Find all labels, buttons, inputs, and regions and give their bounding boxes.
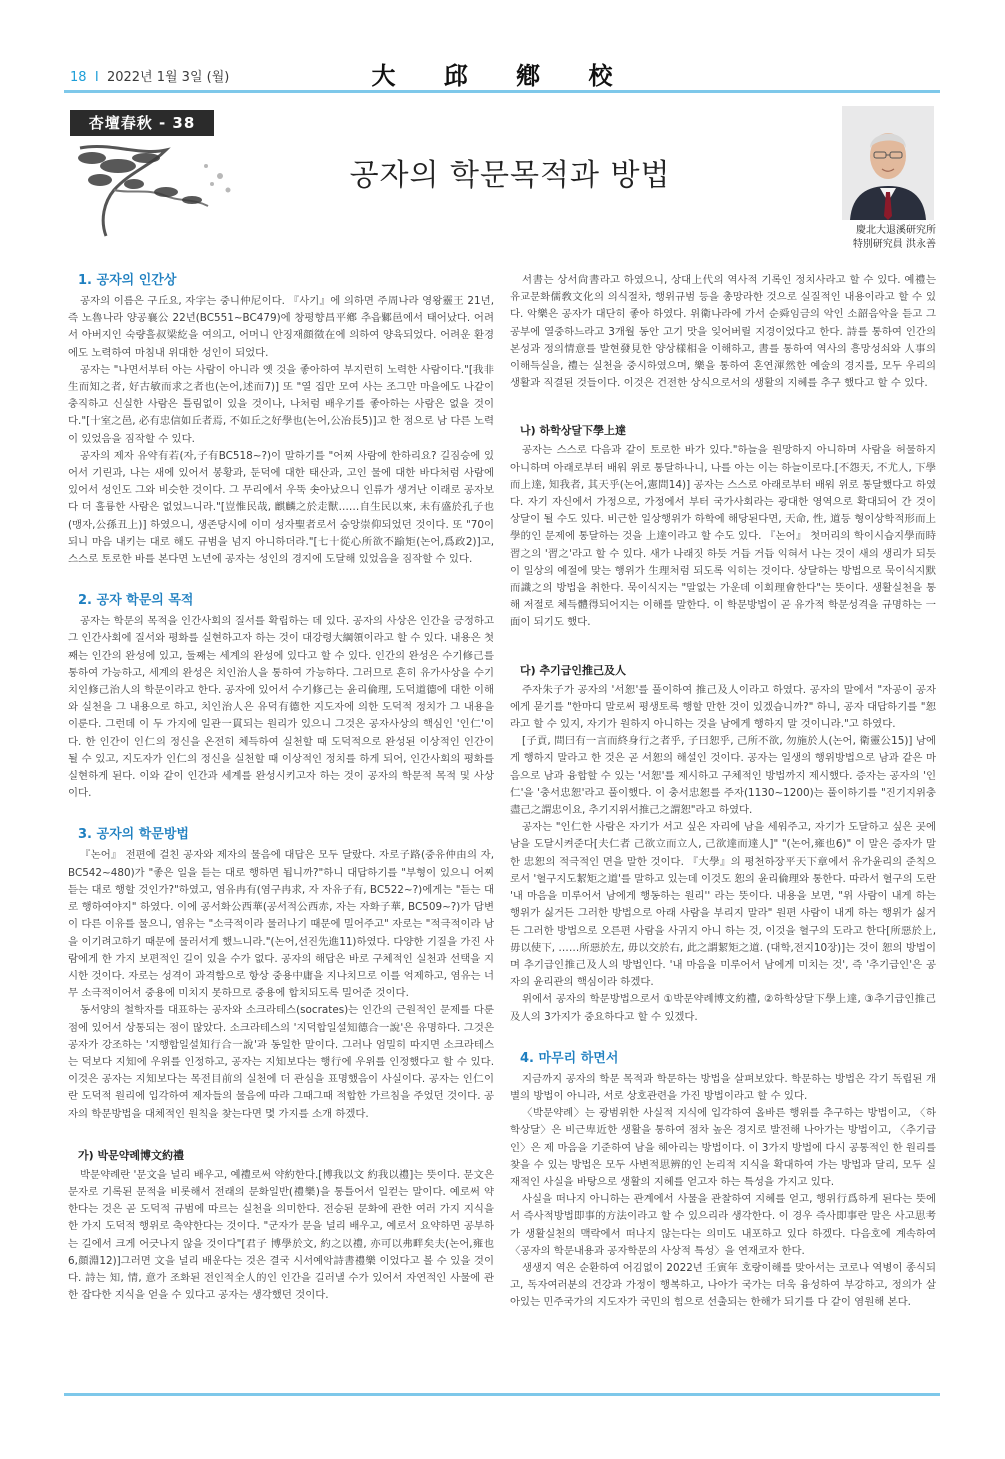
section-heading: 3. 공자의 학문방법 <box>78 827 189 843</box>
paragraph: [子貢, 問曰有一言而終身行之者乎, 子曰恕乎, 己所不欲, 勿施於人(논어, 衛靈公15)] 남에게 행하지 말라고 한 것은 곧 서恕의 해설인 것이다. 공자는 일생의 행위방법으로 남과 같은 마음으로 남과 융합할 수 있는 '서恕'를 제시하고 구체적인 방법까지 제시했다. 증자는 공자의 '인仁'을 '충서忠恕'라고 풀이했다. 이 충서忠恕를 주자(1130~1200)는 풀이하기를 "진기지위충盡己之謂忠이요, 추기지위서推己之謂恕"라고 하였다. <box>510 735 936 817</box>
paragraph: 서書는 상서尙書라고 하였으니, 상대上代의 역사적 기록인 정치사라고 할 수 있다. 예禮는 유교문화儒敎文化의 의식절차, 행위규범 등을 총망라한 것으로 실질적인 내용이라고 할 수 있다. 악樂은 공자가 대단히 좋아 하였다. 위衛나라에 가서 순舜임금의 악인 소韶음악을 듣고 그 공부에 열중하느라고 3개월 동안 고기 맛을 잊어버릴 지경이었다고 한다. 詩를 통하여 인간의 본성과 정의情意를 발현發見한 양상樣相을 이해하고, 書를 통하여 역사의 흥망성쇠와 人事의 이해득실을, 禮는 실천을 중시하였으며, 樂을 통하여 혼연渾然한 예술의 경지를, 모두 우리의 생활과 직결된 것들이다. 이것은 건전한 상식으로서의 생활의 지혜를 추구 했다고 할 수 있다. <box>510 274 936 390</box>
subsection-heading: 나) 하학상달下學上達 <box>520 424 626 438</box>
series-tag: 杏壇春秋 - 38 <box>70 110 214 136</box>
author-photo <box>842 106 934 220</box>
author-organization: 慶北大退溪研究所 <box>856 225 936 236</box>
masthead: 大 邱 鄕 校 <box>371 61 633 90</box>
footer-rule <box>64 1393 940 1396</box>
paragraph: 『논어』 전편에 걸친 공자와 제자의 물음에 대답은 모두 달랐다. 자로子路(중유仲由의 자, BC542~480)가 "좋은 일을 듣는 대로 행하면 됩니까?"하니 대답하기를 "부형이 있으니 어찌 듣는 대로 행할 것인가?"하였고, 염유冉有(염구冉求, 자 자유子有, BC522~?)에게는 "듣는 대로 행하여야지" 하였다. 이에 공서화公西華(공서적公西赤, 자는 자화子華, BC509~?)가 답변이 다른 이유를 물으니, 염유는 "소극적이라 물러나기 때문에 밀어주고" 자로는 "적극적이라 남을 이기려고하기 때문에 물러서게 했느니라."(논어,선진先進11)하였다. 다양한 기질을 가진 사람에게 한 가지 보편적인 길이 있을 수가 없다. 공자의 해답은 바로 구체적인 실천과 선택을 지시한 것이다. 자로는 성격이 과격함으로 항상 중용中庸을 지나치므로 이를 억제하고, 염유는 너무 소극적이어서 중용에 미치지 못하므로 중용에 합치되도록 밀어준 것이다. <box>68 849 494 1000</box>
section-heading: 1. 공자의 인간상 <box>78 273 177 288</box>
paragraph: 공자는 스스로 다음과 같이 토로한 바가 있다."하늘을 원망하지 아니하며 사람을 허물하지 아니하며 아래로부터 배워 위로 통달하나니, 나를 아는 이는 하늘이로다.[不怨天, 不尤人, 下學而上達, 知我者, 其天乎(논어,憲問14)] 공자는 스스로 아래로부터 배워 위로 통달했다고 하였다. 자기 자신에서 가정으로, 가정에서 부터 국가사회라는 광대한 영역으로 확대되어 간 것이 상달이 될 수도 있다. 비근한 일상행위가 하학에 해당된다면, 天命, 性, 道등 형이상학적形而上學的인 문제에 통달하는 것을 上達이라고 할 수도 있다. 『논어』 첫머리의 학이시습지學而時習之의 '習之'라고 할 수 있다. 새가 나래짓 하듯 거듭 거듭 익혀서 나는 것이 새의 생리가 되듯이 일상의 예절에 맞는 행위가 生理처럼 되도록 익히는 것이다. 상달하는 방법으로 묵이식지默而識之의 방법을 취한다. 묵이식지는 "말없는 가운데 이회理會한다"는 뜻이다. 생활실천을 통해 저절로 체득體得되어지는 이해를 말한다. 이 학문방법이 곧 유가적 학문성격을 규명하는 一面이 되기도 했다. <box>510 444 936 629</box>
page-header <box>64 52 940 88</box>
article-headline: 공자의 학문목적과 방법 <box>349 158 671 193</box>
article-column-left <box>68 272 494 1304</box>
header-rule <box>64 90 940 93</box>
paragraph: 동서양의 철학자를 대표하는 공자와 소크라테스(socrates)는 인간의 근원적인 문제를 다룬 점에 있어서 상통되는 점이 많았다. 소크라테스의 '지덕합일설知德合一說'은 유명하다. 그것은 공자가 강조하는 '지행합일설知行合一說'과 동일한 말이다. 그러나 엄밀히 따지면 소크라테스는 덕보다 지知에 우위를 인정하고, 공자는 지知보다는 행行에 우위를 인정했다고 할 수 있다. 이것은 공자는 지知보다는 목전目前의 실천에 더 관심을 표명했음이 사실이다. 공자는 인仁이란 도덕적 원리에 입각하여 제자들의 물음에 따라 그때그때 적합한 가르침을 주었던 것이다. 공자의 학문방법을 대체적인 원칙을 찾는다면 몇 가지를 소개 하겠다. <box>68 1004 494 1120</box>
section-heading: 4. 마무리 하면서 <box>520 1050 619 1066</box>
subsection-heading: 다) 추기급인推己及人 <box>520 663 626 677</box>
paragraph: 위에서 공자의 학문방법으로서 ①박문약례博文約禮, ②하학상달下學上達, ③추기급인推己及人의 3가지가 중요하다고 할 수 있겠다. <box>510 993 936 1023</box>
paragraph: 주자朱子가 공자의 '서恕'를 풀이하여 推己及人이라고 하였다. 공자의 말에서 "자공이 공자에게 묻기를 "한마디 말로써 평생토록 행할 만한 것이 있겠습니까?" 하니, 공자 대답하기를 "恕라고 할 수 있지, 자기가 원하지 아니하는 것을 남에게 행하지 말 것이니라."고 하였다. <box>510 683 936 731</box>
paragraph: 공자는 학문의 목적을 인간사회의 질서를 확립하는 데 있다. 공자의 사상은 인간을 긍정하고 그 인간사회에 질서와 평화를 실현하고자 하는 것이 대강령大綱領이라고 할 수 있다. 내용은 첫째는 인간의 완성에 있고, 둘째는 세계의 완성에 있다고 할 수 있다. 인간의 완성은 수기修己를 통하여 가능하고, 세계의 완성은 치인治人을 통하여 가능하다. 그러므로 흔히 유가사상을 수기치인修己治人의 학문이라고 한다. 공자에 있어서 수기修己는 윤리倫理, 도덕道德에 대한 이해와 실천을 그 내용으로 하고, 치인治人은 유덕有德한 지도자에 의한 도덕적 정치가 그 내용을 이룬다. 그런데 이 두 가지에 일관一貫되는 원리가 있으니 그것은 공자사상의 핵심인 '인仁'이다. 한 인간이 인仁의 정신을 온전히 체득하여 실천할 때 도덕적으로 완성된 이상적인 인간이 될 수 있고, 지도자가 인仁의 정신을 실천할 때 이상적인 정치를 하게 되어, 인간사회의 평화를 실현하게 된다. 이와 같이 인간과 세계를 완성시키고자 하는 것이 공자의 학문적 목적 및 사상이다. <box>68 615 494 800</box>
page-number: 18 <box>70 70 87 85</box>
separator: I <box>90 70 103 85</box>
article-column-right <box>510 272 936 1312</box>
ink-painting-illustration <box>70 136 242 240</box>
paragraph: 사실을 떠나지 아니하는 관계에서 사물을 관찰하여 지혜를 얻고, 행위行爲하게 된다는 뜻에서 즉사적방법即事的方法이라고 할 수 있으리라 생각한다. 이 경우 즉사即事란 말은 사고思考가 생활실천의 맥락에서 떠나지 않는다는 의미도 내포하고 있다 하겠다. 다음호에 계속하여 〈공자의 학문내용과 공자학문의 사상적 특성〉을 연재코자 한다. <box>510 1193 936 1257</box>
paragraph: 〈박문약례〉는 광범위한 사실적 지식에 입각하여 올바른 행위를 추구하는 방법이고, 〈하학상달〉은 비근卑近한 생활을 통하여 점차 높은 경지로 발전해 나아가는 방법이고, 〈추기급인〉은 제 마음을 기준하여 남을 헤아리는 방법이다. 이 3가지 방법에 다시 공통적인 한 원리를 찾을 수 있는 방법은 모두 사변적思辨的인 논리적 지식을 확대하여 가는 방법과 달리, 모두 실재적인 사실을 바탕으로 생활의 지혜를 얻고자 하는 특성을 가지고 있다. <box>510 1107 936 1188</box>
paragraph: 지금까지 공자의 학문 목적과 학문하는 방법을 살펴보았다. 학문하는 방법은 각기 독립된 개별의 방법이 아니라, 서로 상호관련을 가진 방법이라고 할 수 있다. <box>510 1072 936 1102</box>
subsection-heading: 가) 박문약례博文約禮 <box>78 1148 184 1162</box>
paragraph: 박문약례란 '문文을 널리 배우고, 예禮로써 약約한다.[博我以文 約我以禮]는 뜻이다. 문文은 문자로 기록된 문적을 비롯해서 전래의 문화일반(禮樂)을 통틀어서 일컫는 말이다. 예로써 약한다는 것은 곧 도덕적 규범에 따르는 실천을 의미한다. 전승된 문화에 관한 여러 가지 지식을 한 가지 도덕적 행위로 축약한다는 것이다. "군자가 문을 널리 배우고, 예로서 요약하면 공부하는 길에서 크게 어긋나지 않을 것이다"[君子 博學於文, 約之以禮, 亦可以弗畔矣夫(논어,雍也6,顔淵12)]그러면 文을 널리 배운다는 것은 결국 시서예악詩書禮樂 이었다고 볼 수 있을 것이다. 詩는 知, 情, 意가 조화된 전인적全人的인 인간을 길러낼 수가 있어서 자연적인 사물에 관한 잡다한 지식을 얻을 수 있다고 공자는 생각했던 것이다. <box>68 1168 494 1302</box>
paragraph: 공자는 "인仁한 사람은 자기가 서고 싶은 자리에 남을 세워주고, 자기가 도달하고 싶은 곳에 남을 도달시켜준다[夫仁者 己欲立而立人, 己欲達而達人]" "(논어,雍也6)" 이 말은 증자가 말한 忠恕의 적극적인 면을 말한 것이다. 『大學』의 평천하장平天下章에서 유가윤리의 준칙으로서 '혈구지도絜矩之道'를 말하고 있는데 이것도 恕의 윤리倫理와 통한다. 따라서 혈구의 도란 '내 마음을 미루어서 남에게 행동하는 원리'' 라는 뜻이다. 내용을 보면, "위 사람이 내게 하는 행위가 싫거든 그러한 방법으로 아래 사람을 부리지 말라" 원편 사람이 내게 하는 행위가 싫거든 그러한 방법으로 오른편 사람을 사귀지 아니 하는 것, 이것을 혈구의 도라고 한다[所惡於上, 毋以使下, ……所惡於左, 毋以交於右, 此之謂絜矩之道. (대학,전지10장)]는 것이 恕의 방법이며 추기급인推己及人의 방법인다. '내 마음을 미루어서 남에게 미치는 것', 즉 '추기급인'은 공자의 윤리관의 핵심이라 하겠다. <box>510 821 936 989</box>
author-name: 特別研究員 洪永善 <box>852 239 936 250</box>
section-heading: 2. 공자 학문의 목적 <box>78 593 194 609</box>
paragraph: 공자는 "나면서부터 아는 사람이 아니라 옛 것을 좋아하여 부지런히 노력한 사람이다."[我非生而知之者, 好古敏而求之者也(논어,述而7)] 또 "열 집만 모여 사는 조그만 마을에도 나같이 충직하고 신실한 사람은 틀림없이 있을 것이나, 나처럼 배우기를 좋아하는 사람은 없을 것이다."[十室之邑, 必有忠信如丘者焉, 不如丘之好學也(논어,公冶長5)]고 한 점으로 남 다른 노력이 있었음을 짐작할 수 있다. <box>68 363 494 445</box>
paragraph: 생생지 역은 순환하여 어김없이 2022년 壬寅年 호랑이해를 맞아서는 코로나 역병이 종식되고, 독자여러분의 건강과 가정이 행복하고, 나아가 국가는 더욱 융성하여 부강하고, 정의가 살아있는 민주국가의 지도자가 국민의 힘으로 선출되는 한해가 되기를 다 같이 염원해 본다. <box>510 1261 936 1309</box>
paragraph: 공자의 제자 유약有若(자,子有BC518~?)이 말하기를 "어찌 사람에 한하리요? 길짐승에 있어서 기린과, 나는 새에 있어서 봉황과, 둔덕에 대한 태산과, 고인 물에 대한 바다처럼 사람에 있어서 성인도 그와 비슷한 것이다. 그 무리에서 우뚝 솟아났으니 인류가 생겨난 이래로 공자보다 더 훌륭한 사람은 없었느니라."[豈惟民哉, 麒麟之於走獸……自生民以來, 未有盛於孔子也(맹자,公孫丑上)] 하였으니, 생존당시에 이미 성자聖者로서 숭앙崇仰되었던 것이다. 또 "70이 되니 마음 내키는 대로 해도 규범을 넘지 아니하더라."[七十從心所欲不踰矩(논어,爲政2)]고, 스스로 토로한 바를 본다면 노년에 공자는 성인의 경지에 도달해 있었음을 짐작할 수 있다. <box>68 449 494 566</box>
author-byline <box>820 224 936 252</box>
paragraph: 공자의 이름은 구丘요, 자字는 중니仲尼이다. 『사기』에 의하면 주周나라 영왕靈王 21년, 즉 노魯나라 양공襄公 22년(BC551~BC479)에 창평향昌平鄕 추읍鄹邑에서 태어났다. 어려서 아버지인 숙량흘叔梁紇을 여의고, 어머니 안징재顔徵在에 의하여 양육되었다. 어려운 환경에도 노력하여 마침내 위대한 성인이 되었다. <box>68 295 494 359</box>
issue-date: 2022년 1월 3일 (월) <box>106 70 230 85</box>
